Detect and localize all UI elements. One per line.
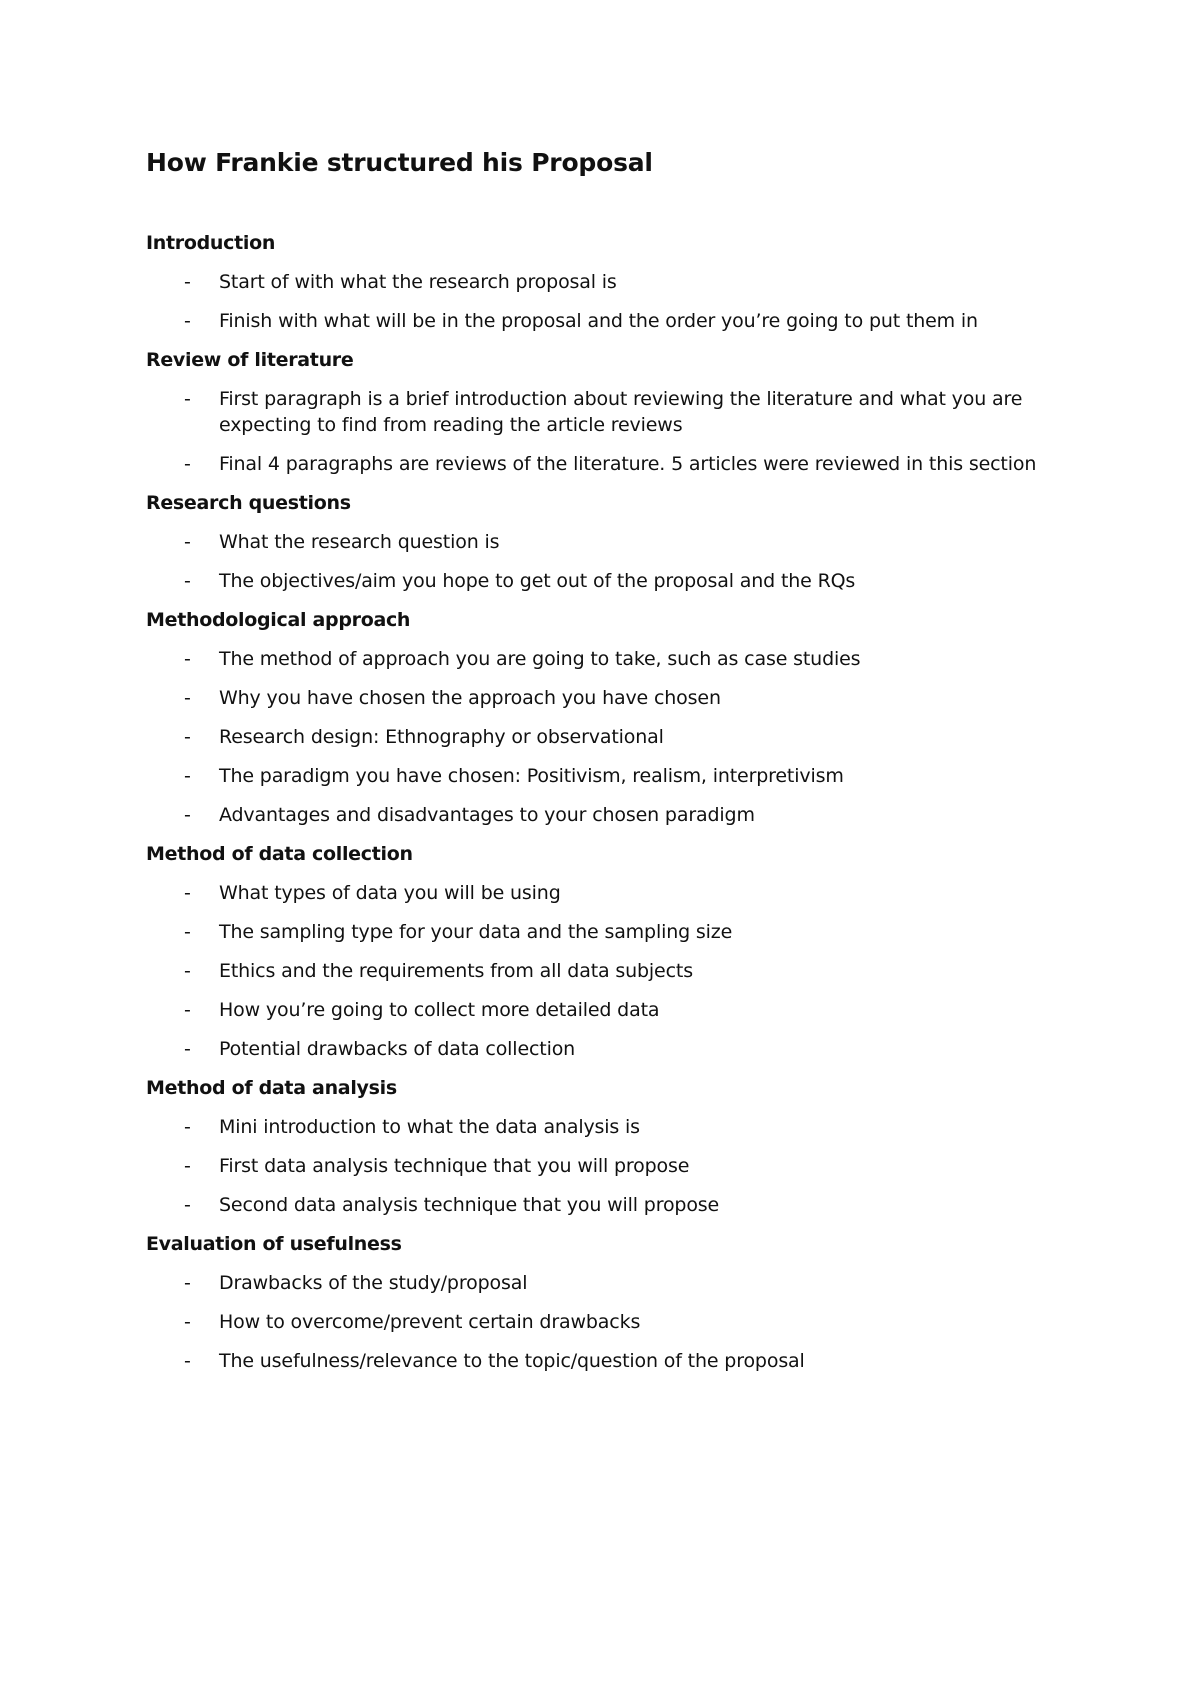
dash-bullet-icon: - (184, 1350, 191, 1372)
section-heading: Evaluation of usefulness (146, 1233, 402, 1255)
dash-bullet-icon: - (184, 1038, 191, 1060)
dash-bullet-icon: - (184, 531, 191, 553)
list-item-text: Research design: Ethnography or observational (219, 726, 664, 748)
list-item-text: First data analysis technique that you will propose (219, 1155, 690, 1177)
list-item (146, 919, 1076, 945)
section (146, 490, 1076, 594)
list-item-text: The usefulness/relevance to the topic/question of the proposal (219, 1350, 805, 1372)
list-item (146, 1309, 1076, 1335)
dash-bullet-icon: - (184, 271, 191, 293)
list-item-text: The sampling type for your data and the sampling size (219, 921, 733, 943)
list-item-text: First paragraph is a brief introduction about reviewing the literature and what you are expecting to find from reading the article reviews (219, 388, 1023, 436)
bullet-list (146, 880, 1076, 1062)
list-item (146, 880, 1076, 906)
dash-bullet-icon: - (184, 388, 191, 410)
list-item (146, 269, 1076, 295)
list-item (146, 685, 1076, 711)
list-item (146, 308, 1076, 334)
list-item-text: Start of with what the research proposal is (219, 271, 617, 293)
dash-bullet-icon: - (184, 570, 191, 592)
section (146, 230, 1076, 334)
document-content (146, 146, 1076, 1374)
section-heading: Review of literature (146, 349, 354, 371)
list-item (146, 763, 1076, 789)
list-item-text: Second data analysis technique that you will propose (219, 1194, 720, 1216)
section (146, 607, 1076, 828)
section-heading: Method of data collection (146, 843, 413, 865)
list-item-text: Finish with what will be in the proposal and the order you’re going to put them in (219, 310, 978, 332)
bullet-list (146, 269, 1076, 334)
list-item-text: The objectives/aim you hope to get out of the proposal and the RQs (219, 570, 856, 592)
list-item-text: Potential drawbacks of data collection (219, 1038, 576, 1060)
section (146, 841, 1076, 1062)
dash-bullet-icon: - (184, 310, 191, 332)
list-item (146, 997, 1076, 1023)
dash-bullet-icon: - (184, 999, 191, 1021)
list-item (146, 802, 1076, 828)
dash-bullet-icon: - (184, 960, 191, 982)
list-item-text: Mini introduction to what the data analysis is (219, 1116, 640, 1138)
list-item-text: The method of approach you are going to take, such as case studies (219, 648, 861, 670)
dash-bullet-icon: - (184, 453, 191, 475)
section (146, 347, 1076, 477)
list-item (146, 1153, 1076, 1179)
list-item (146, 568, 1076, 594)
list-item-text: What types of data you will be using (219, 882, 561, 904)
dash-bullet-icon: - (184, 804, 191, 826)
bullet-list (146, 1270, 1076, 1374)
list-item-text: Ethics and the requirements from all data subjects (219, 960, 693, 982)
list-item-text: Drawbacks of the study/proposal (219, 1272, 528, 1294)
list-item (146, 1036, 1076, 1062)
dash-bullet-icon: - (184, 726, 191, 748)
list-item (146, 1114, 1076, 1140)
section-heading: Introduction (146, 232, 276, 254)
list-item-text: Why you have chosen the approach you have chosen (219, 687, 721, 709)
section-heading: Method of data analysis (146, 1077, 397, 1099)
list-item (146, 1348, 1076, 1374)
dash-bullet-icon: - (184, 1155, 191, 1177)
list-item (146, 451, 1076, 477)
list-item (146, 646, 1076, 672)
dash-bullet-icon: - (184, 1311, 191, 1333)
section-heading: Methodological approach (146, 609, 411, 631)
dash-bullet-icon: - (184, 1116, 191, 1138)
list-item (146, 724, 1076, 750)
list-item-text: What the research question is (219, 531, 500, 553)
dash-bullet-icon: - (184, 687, 191, 709)
dash-bullet-icon: - (184, 648, 191, 670)
list-item-text: Final 4 paragraphs are reviews of the literature. 5 articles were reviewed in this section (219, 453, 1037, 475)
bullet-list (146, 386, 1076, 477)
list-item (146, 958, 1076, 984)
list-item (146, 1192, 1076, 1218)
section (146, 1231, 1076, 1374)
section-list (146, 230, 1076, 1374)
dash-bullet-icon: - (184, 1194, 191, 1216)
dash-bullet-icon: - (184, 1272, 191, 1294)
list-item-text: How you’re going to collect more detailed data (219, 999, 660, 1021)
document-title: How Frankie structured his Proposal (146, 148, 653, 177)
dash-bullet-icon: - (184, 882, 191, 904)
section-heading: Research questions (146, 492, 351, 514)
bullet-list (146, 529, 1076, 594)
section (146, 1075, 1076, 1218)
list-item (146, 386, 1076, 438)
bullet-list (146, 646, 1076, 828)
list-item-text: The paradigm you have chosen: Positivism, realism, interpretivism (219, 765, 844, 787)
dash-bullet-icon: - (184, 765, 191, 787)
list-item (146, 529, 1076, 555)
dash-bullet-icon: - (184, 921, 191, 943)
list-item (146, 1270, 1076, 1296)
bullet-list (146, 1114, 1076, 1218)
list-item-text: How to overcome/prevent certain drawbacks (219, 1311, 641, 1333)
list-item-text: Advantages and disadvantages to your chosen paradigm (219, 804, 755, 826)
